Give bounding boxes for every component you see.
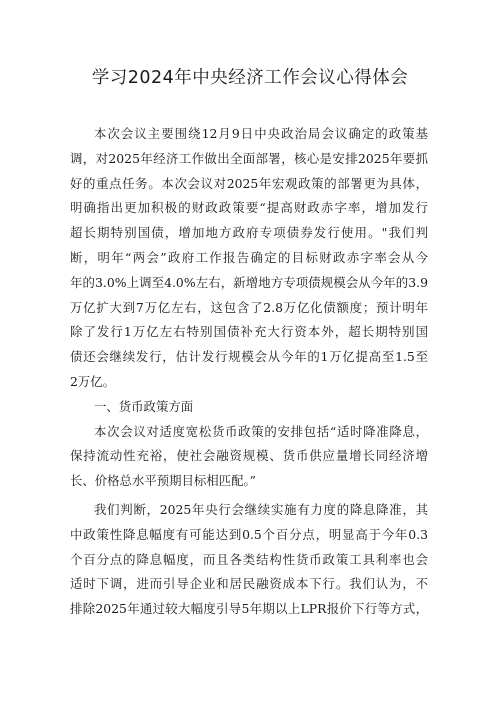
paragraph-line: 个百分点的降息幅度，而且各类结构性货币政策工具利率也会 [70,551,428,567]
paragraph-line: 超长期特别国债，增加地方政府专项债券发行使用。"我们判 [70,225,428,241]
paragraph-line: 断，明年“两会”政府工作报告确定的目标财政赤字率会从今 [70,249,428,265]
paragraph-line: 明确指出更加积极的财政政策要“提高财政赤字率，增加发行 [70,200,428,216]
paragraph-line: 年的3.0%上调至4.0%左右，新增地方专项债规模会从今年的3.9 [70,274,428,290]
paragraph-line: 本次会议对适度宽松货币政策的安排包括“适时降准降息， [94,423,428,439]
paragraph-line: 万亿扩大到7万亿左右，这包含了2.8万亿化债额度；预计明年 [70,299,428,315]
paragraph-line: 债还会继续发行，估计发行规模会从今年的1万亿提高至1.5至 [70,349,428,365]
paragraph-line: 排除2025年通过较大幅度引导5年期以上LPR报价下行等方式， [70,601,428,617]
paragraph-line: 长、价格总水平预期目标相匹配。” [70,473,256,489]
document-body [70,122,428,622]
paragraph-2 [70,420,428,494]
paragraph-line: 调，对2025年经济工作做出全面部署，核心是安排2025年要抓 [70,150,428,166]
document-title: 学习2024年中央经济工作会议心得体会 [91,68,409,88]
paragraph-line: 我们判断，2025年央行会继续实施有力度的降息降准，其 [94,501,428,517]
paragraph-line: 好的重点任务。本次会议对2025年宏观政策的部署更为具体， [70,175,428,191]
paragraph-3 [70,498,428,622]
paragraph-line: 适时下调，进而引导企业和居民融资成本下行。我们认为，不 [70,576,428,592]
paragraph-1 [70,122,428,395]
section-heading: 一、货币政策方面 [94,398,194,414]
paragraph-line: 本次会议主要围绕12月9日中央政治局会议确定的政策基 [94,126,428,141]
paragraph-line: 中政策性降息幅度有可能达到0.5个百分点，明显高于今年0.3 [70,526,428,542]
paragraph-line: 保持流动性充裕，使社会融资规模、货币供应量增长同经济增 [70,448,428,464]
paragraph-line: 2万亿。 [70,373,116,389]
paragraph-line: 除了发行1万亿左右特别国债补充大行资本外，超长期特别国 [70,324,428,340]
